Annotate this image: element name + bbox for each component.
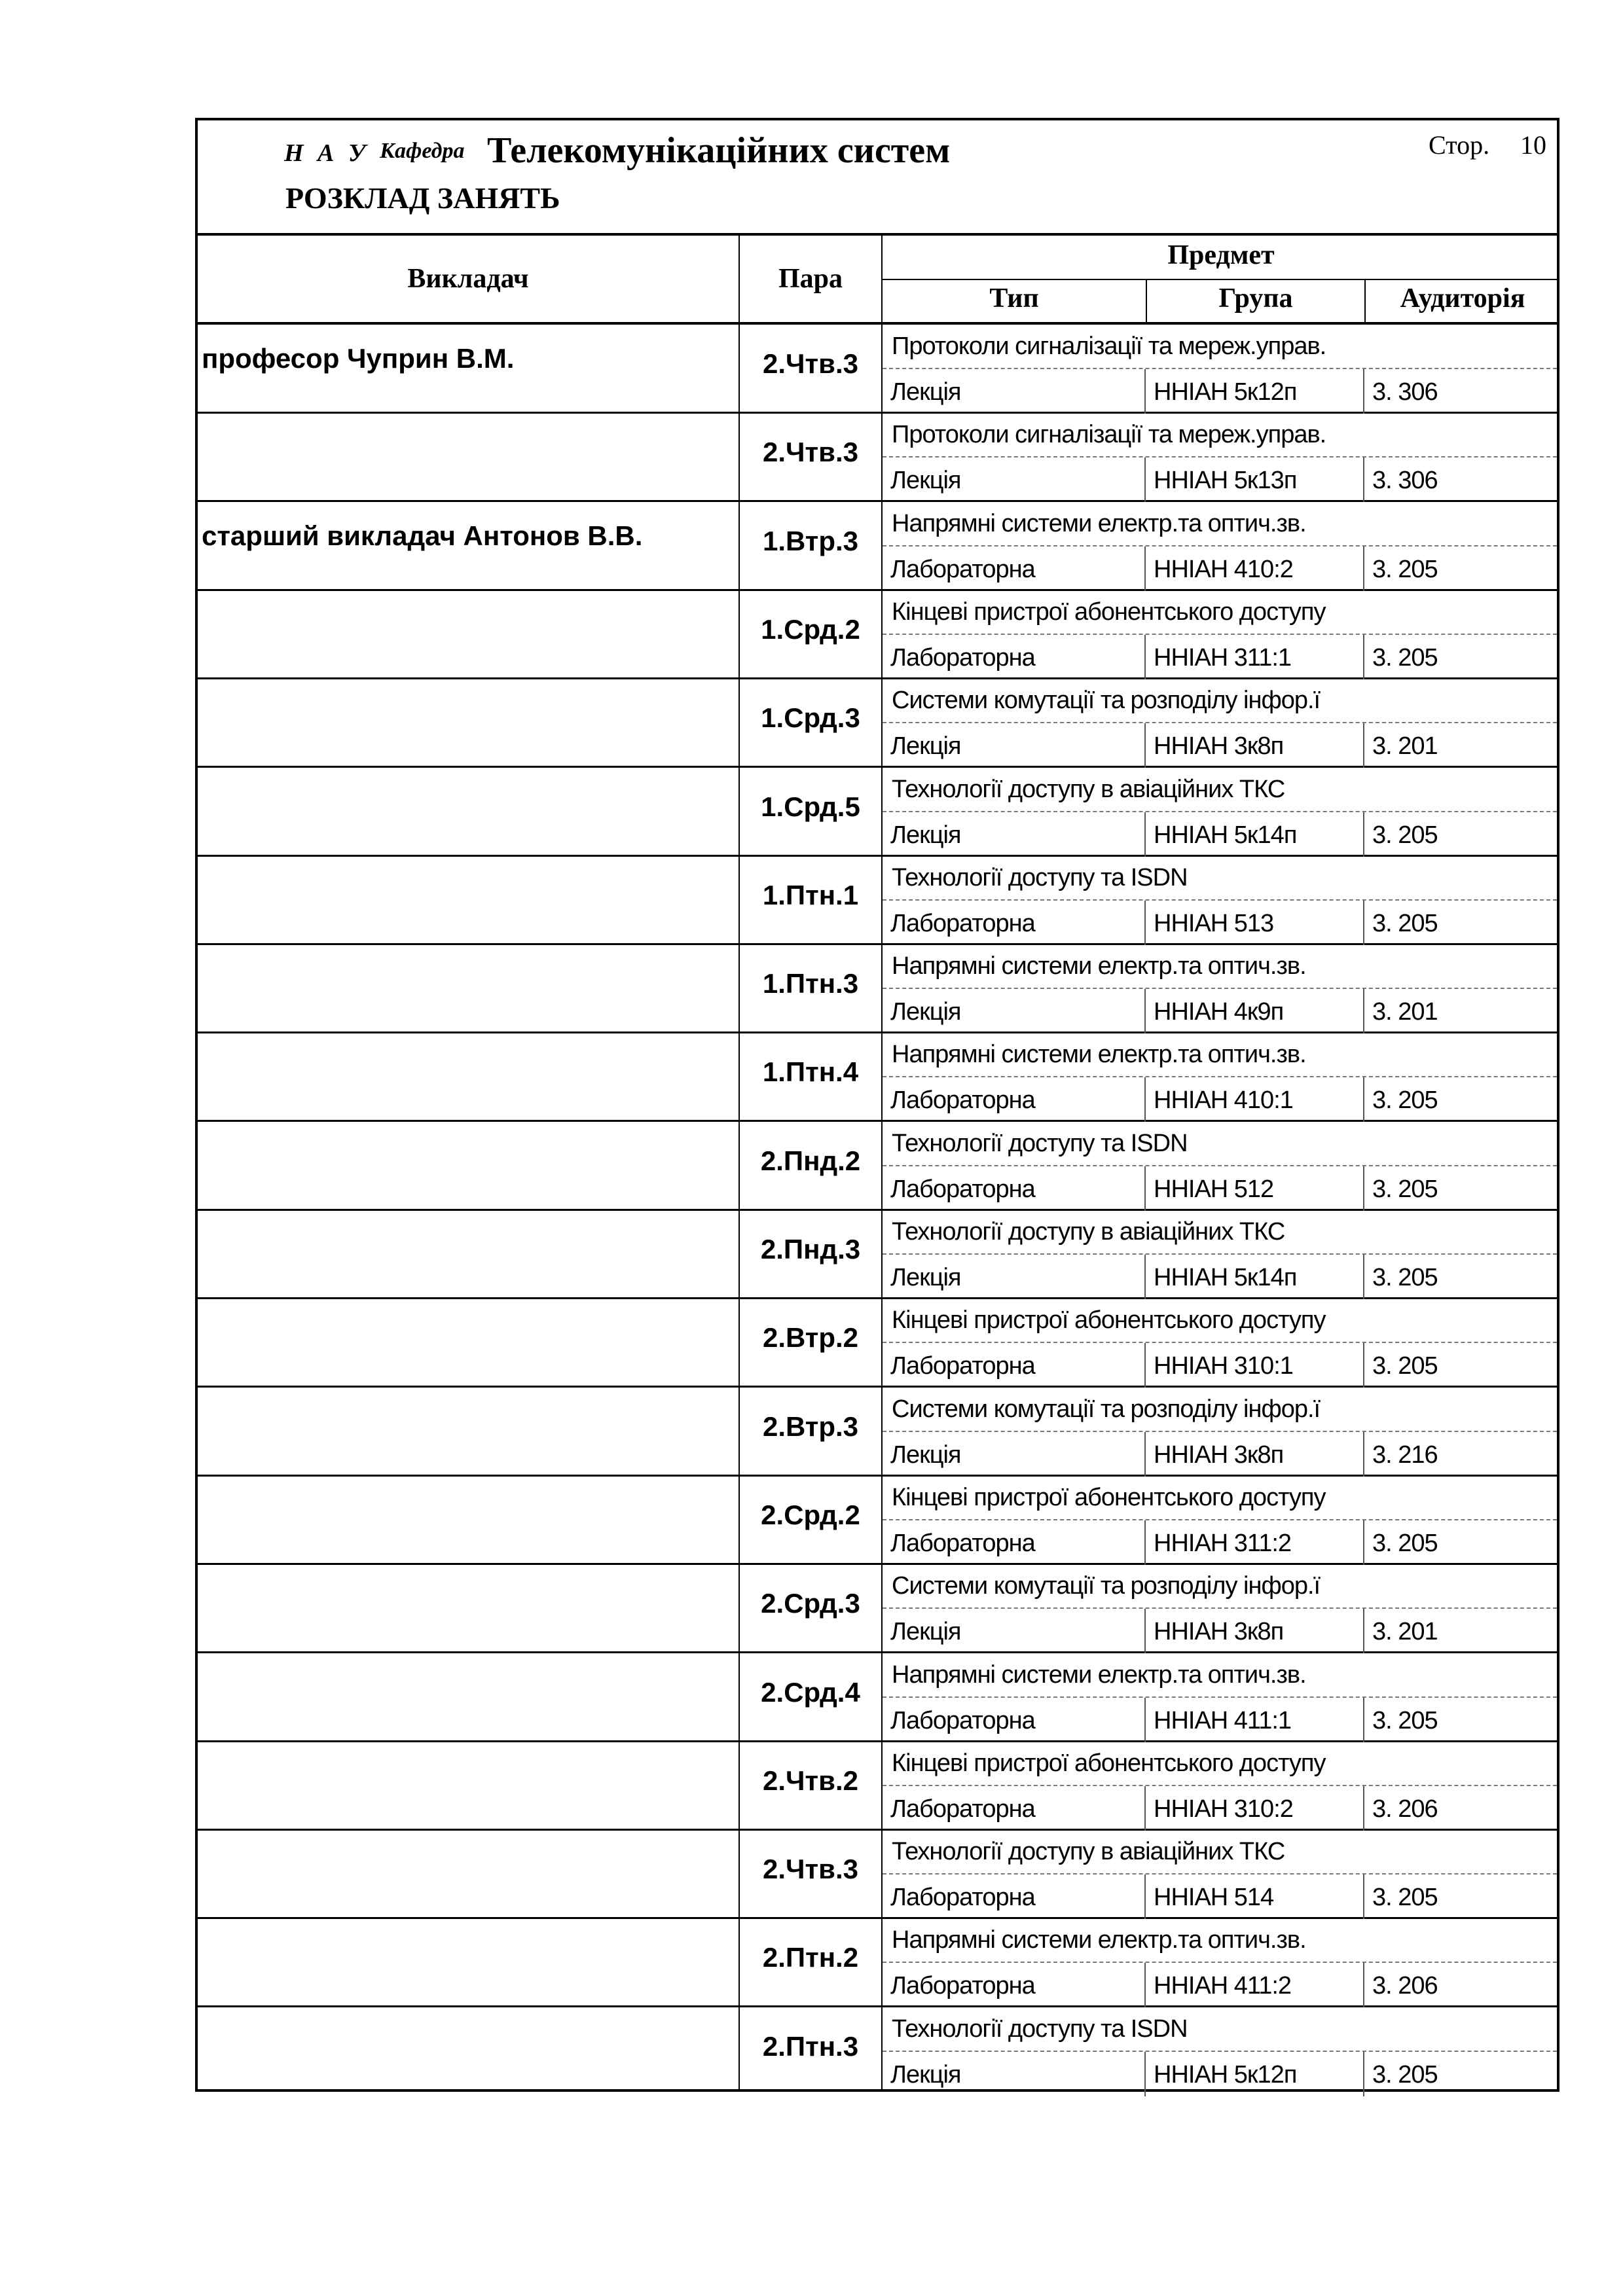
subject-cell bbox=[883, 1918, 1557, 1963]
detail-cells bbox=[883, 723, 1557, 768]
room-number: 3. 205 bbox=[1372, 1352, 1438, 1380]
room-cell bbox=[1364, 2052, 1561, 2096]
room-number: 3. 201 bbox=[1372, 732, 1438, 761]
detail-cells bbox=[883, 1255, 1557, 1299]
document-header bbox=[198, 120, 1557, 236]
type-cell bbox=[883, 1520, 1146, 1565]
class-type: Лабораторна bbox=[890, 1884, 1035, 1912]
room-number: 3. 205 bbox=[1372, 821, 1438, 849]
class-type: Лекція bbox=[890, 998, 961, 1026]
subject-cell bbox=[883, 413, 1557, 457]
room-cell bbox=[1364, 1432, 1561, 1477]
group-cell bbox=[1146, 901, 1364, 945]
subject-cell bbox=[883, 1830, 1557, 1874]
table-row bbox=[198, 413, 1557, 502]
type-cell bbox=[883, 369, 1146, 414]
room-cell bbox=[1364, 635, 1561, 679]
class-period: 1.Втр.3 bbox=[762, 525, 859, 556]
subject-cell bbox=[883, 679, 1557, 723]
room-cell bbox=[1364, 901, 1561, 945]
class-period: 2.Птн.3 bbox=[762, 2030, 859, 2062]
page-number: 10 bbox=[1520, 130, 1546, 160]
room-cell bbox=[1364, 1963, 1561, 2007]
class-type: Лабораторна bbox=[890, 643, 1035, 672]
room-cell bbox=[1364, 457, 1561, 502]
group-name: ННІАН 411:2 bbox=[1154, 1972, 1292, 2000]
detail-cells bbox=[883, 989, 1557, 1033]
class-period: 1.Срд.5 bbox=[761, 791, 860, 822]
room-cell bbox=[1364, 547, 1561, 591]
room-number: 3. 205 bbox=[1372, 643, 1438, 672]
subject-cell bbox=[883, 1476, 1557, 1520]
room-number: 3. 205 bbox=[1372, 1884, 1438, 1912]
type-cell bbox=[883, 547, 1146, 591]
room-number: 3. 205 bbox=[1372, 909, 1438, 937]
group-cell bbox=[1146, 1166, 1364, 1211]
room-number: 3. 201 bbox=[1372, 998, 1438, 1026]
room-number: 3. 206 bbox=[1372, 1795, 1438, 1823]
room-number: 3. 306 bbox=[1372, 378, 1438, 406]
group-name: ННІАН 311:2 bbox=[1154, 1529, 1292, 1557]
table-row bbox=[198, 1122, 1557, 1211]
group-cell bbox=[1146, 1255, 1364, 1299]
type-cell bbox=[883, 1963, 1146, 2007]
column-header-room: Аудиторія bbox=[1400, 283, 1525, 314]
subject-cell bbox=[883, 1564, 1557, 1609]
class-type: Лекція bbox=[890, 1264, 961, 1291]
group-name: ННІАН 411:1 bbox=[1154, 1706, 1292, 1734]
table-row bbox=[198, 2007, 1557, 2096]
group-name: ННІАН 310:2 bbox=[1154, 1795, 1293, 1823]
page-label: Стор. bbox=[1429, 130, 1490, 160]
type-cell bbox=[883, 1874, 1146, 1919]
class-type: Лабораторна bbox=[890, 909, 1035, 937]
detail-cells bbox=[883, 547, 1557, 591]
type-cell bbox=[883, 1255, 1146, 1299]
detail-cells bbox=[883, 635, 1557, 679]
header-divider bbox=[1364, 279, 1366, 322]
room-cell bbox=[1364, 369, 1561, 414]
class-period: 2.Срд.2 bbox=[761, 1499, 860, 1530]
type-cell bbox=[883, 1166, 1146, 1211]
detail-cells bbox=[883, 369, 1557, 414]
group-cell bbox=[1146, 1874, 1364, 1919]
type-cell bbox=[883, 635, 1146, 679]
class-period: 2.Чтв.3 bbox=[763, 348, 858, 379]
class-type: Лабораторна bbox=[890, 1795, 1035, 1823]
room-number: 3. 205 bbox=[1372, 1706, 1438, 1734]
group-name: ННІАН 514 bbox=[1154, 1884, 1274, 1912]
class-type: Лабораторна bbox=[890, 1175, 1035, 1203]
subject-name: Технології доступу в авіаційних ТКС bbox=[892, 1218, 1285, 1246]
class-period: 2.Пнд.2 bbox=[760, 1145, 861, 1176]
room-number: 3. 205 bbox=[1372, 1264, 1438, 1291]
room-cell bbox=[1364, 1343, 1561, 1388]
detail-cells bbox=[883, 1963, 1557, 2007]
group-name: ННІАН 513 bbox=[1154, 909, 1274, 937]
room-cell bbox=[1364, 989, 1561, 1033]
class-period: 2.Птн.2 bbox=[762, 1942, 859, 1973]
schedule-table bbox=[195, 118, 1559, 2092]
teacher-name: професор Чуприн В.М. bbox=[202, 343, 515, 374]
column-header-type: Тип bbox=[989, 283, 1039, 314]
detail-cells bbox=[883, 901, 1557, 945]
group-cell bbox=[1146, 1609, 1364, 1653]
table-row bbox=[198, 1564, 1557, 1653]
subject-name: Напрямні системи електр.та оптич.зв. bbox=[892, 952, 1306, 980]
room-number: 3. 306 bbox=[1372, 467, 1438, 495]
group-name: ННІАН 3к8п bbox=[1154, 1441, 1284, 1469]
table-row bbox=[198, 1210, 1557, 1299]
subject-cell bbox=[883, 944, 1557, 989]
subject-name: Системи комутації та розподілу інфор.ї bbox=[892, 1572, 1321, 1600]
detail-cells bbox=[883, 1432, 1557, 1477]
subject-name: Напрямні системи електр.та оптич.зв. bbox=[892, 1660, 1306, 1689]
room-number: 3. 205 bbox=[1372, 2060, 1438, 2089]
room-number: 3. 205 bbox=[1372, 1086, 1438, 1115]
table-row bbox=[198, 1476, 1557, 1565]
group-cell bbox=[1146, 989, 1364, 1033]
type-cell bbox=[883, 723, 1146, 768]
subject-divider bbox=[883, 279, 1557, 280]
class-period: 2.Пнд.3 bbox=[760, 1234, 861, 1265]
subject-cell bbox=[883, 1388, 1557, 1432]
subject-cell bbox=[883, 1299, 1557, 1343]
group-cell bbox=[1146, 1432, 1364, 1477]
detail-cells bbox=[883, 1077, 1557, 1122]
group-name: ННІАН 311:1 bbox=[1154, 643, 1292, 672]
detail-cells bbox=[883, 1874, 1557, 1919]
room-cell bbox=[1364, 1786, 1561, 1831]
class-type: Лекція bbox=[890, 467, 961, 495]
table-row bbox=[198, 768, 1557, 857]
group-cell bbox=[1146, 1786, 1364, 1831]
group-cell bbox=[1146, 812, 1364, 857]
room-cell bbox=[1364, 1609, 1561, 1653]
class-type: Лекція bbox=[890, 732, 961, 761]
type-cell bbox=[883, 2052, 1146, 2096]
class-type: Лекція bbox=[890, 1441, 961, 1469]
column-header-group: Група bbox=[1218, 283, 1293, 314]
class-period: 2.Втр.2 bbox=[762, 1322, 859, 1354]
subject-name: Кінцеві пристрої абонентського доступу bbox=[892, 598, 1326, 626]
detail-cells bbox=[883, 1343, 1557, 1388]
table-row bbox=[198, 679, 1557, 768]
group-name: ННІАН 3к8п bbox=[1154, 732, 1284, 761]
subject-cell bbox=[883, 325, 1557, 369]
department-name: Телекомунікаційних систем bbox=[487, 130, 951, 171]
class-period: 1.Птн.1 bbox=[762, 879, 859, 910]
subject-name: Системи комутації та розподілу інфор.ї bbox=[892, 687, 1321, 715]
subject-name: Технології доступу в авіаційних ТКС bbox=[892, 1838, 1285, 1866]
type-cell bbox=[883, 901, 1146, 945]
room-number: 3. 216 bbox=[1372, 1441, 1438, 1469]
group-name: ННІАН 5к14п bbox=[1154, 1264, 1297, 1291]
class-period: 1.Срд.2 bbox=[761, 613, 860, 645]
room-number: 3. 205 bbox=[1372, 1175, 1438, 1203]
class-type: Лабораторна bbox=[890, 1529, 1035, 1557]
type-cell bbox=[883, 1609, 1146, 1653]
group-cell bbox=[1146, 1077, 1364, 1122]
group-cell bbox=[1146, 1963, 1364, 2007]
column-header-para: Пара bbox=[778, 264, 843, 294]
class-period: 2.Чтв.2 bbox=[763, 1765, 858, 1796]
room-cell bbox=[1364, 812, 1561, 857]
table-row bbox=[198, 1299, 1557, 1388]
class-period: 1.Срд.3 bbox=[761, 702, 860, 734]
class-period: 1.Птн.3 bbox=[762, 968, 859, 999]
group-name: ННІАН 5к13п bbox=[1154, 467, 1297, 495]
subject-cell bbox=[883, 1210, 1557, 1255]
detail-cells bbox=[883, 1520, 1557, 1565]
group-name: ННІАН 410:2 bbox=[1154, 555, 1293, 583]
column-header-subject: Предмет bbox=[1167, 240, 1275, 270]
group-cell bbox=[1146, 1343, 1364, 1388]
subject-name: Кінцеві пристрої абонентського доступу bbox=[892, 1306, 1326, 1335]
group-name: ННІАН 5к14п bbox=[1154, 821, 1297, 849]
class-type: Лабораторна bbox=[890, 1972, 1035, 2000]
table-row bbox=[198, 944, 1557, 1033]
group-cell bbox=[1146, 369, 1364, 414]
table-row bbox=[198, 1653, 1557, 1742]
room-cell bbox=[1364, 1520, 1561, 1565]
type-cell bbox=[883, 457, 1146, 502]
class-period: 2.Чтв.3 bbox=[763, 437, 858, 468]
detail-cells bbox=[883, 1609, 1557, 1653]
group-cell bbox=[1146, 457, 1364, 502]
university-abbr: Н А У bbox=[284, 139, 370, 167]
group-cell bbox=[1146, 723, 1364, 768]
type-cell bbox=[883, 1432, 1146, 1477]
subject-cell bbox=[883, 1653, 1557, 1698]
type-cell bbox=[883, 1698, 1146, 1742]
class-type: Лабораторна bbox=[890, 1086, 1035, 1115]
subject-cell bbox=[883, 502, 1557, 547]
group-name: ННІАН 410:1 bbox=[1154, 1086, 1293, 1115]
subject-cell bbox=[883, 1742, 1557, 1786]
document-title: РОЗКЛАД ЗАНЯТЬ bbox=[285, 181, 560, 215]
room-cell bbox=[1364, 1698, 1561, 1742]
type-cell bbox=[883, 989, 1146, 1033]
type-cell bbox=[883, 1077, 1146, 1122]
table-row bbox=[198, 1830, 1557, 1919]
group-cell bbox=[1146, 1520, 1364, 1565]
group-name: ННІАН 512 bbox=[1154, 1175, 1274, 1203]
subject-cell bbox=[883, 590, 1557, 635]
room-cell bbox=[1364, 723, 1561, 768]
room-cell bbox=[1364, 1255, 1561, 1299]
class-period: 2.Срд.3 bbox=[761, 1588, 860, 1619]
subject-cell bbox=[883, 768, 1557, 812]
table-row bbox=[198, 1388, 1557, 1477]
table-row bbox=[198, 1033, 1557, 1122]
group-cell bbox=[1146, 2052, 1364, 2096]
table-row bbox=[198, 325, 1557, 414]
group-cell bbox=[1146, 635, 1364, 679]
group-name: ННІАН 310:1 bbox=[1154, 1352, 1293, 1380]
type-cell bbox=[883, 812, 1146, 857]
subject-cell bbox=[883, 1122, 1557, 1166]
subject-name: Технології доступу в авіаційних ТКС bbox=[892, 775, 1285, 803]
table-row bbox=[198, 590, 1557, 679]
table-row bbox=[198, 502, 1557, 591]
subject-name: Напрямні системи електр.та оптич.зв. bbox=[892, 1041, 1306, 1069]
column-headers bbox=[198, 236, 1557, 325]
class-type: Лекція bbox=[890, 378, 961, 406]
detail-cells bbox=[883, 2052, 1557, 2096]
table-row bbox=[198, 856, 1557, 945]
column-header-teacher: Викладач bbox=[407, 264, 529, 294]
room-number: 3. 201 bbox=[1372, 1618, 1438, 1646]
class-type: Лабораторна bbox=[890, 1706, 1035, 1734]
class-type: Лекція bbox=[890, 1618, 961, 1646]
subject-cell bbox=[883, 856, 1557, 901]
detail-cells bbox=[883, 1166, 1557, 1211]
table-row bbox=[198, 1742, 1557, 1831]
class-period: 1.Птн.4 bbox=[762, 1056, 859, 1088]
subject-name: Напрямні системи електр.та оптич.зв. bbox=[892, 509, 1306, 537]
detail-cells bbox=[883, 457, 1557, 502]
subject-name: Кінцеві пристрої абонентського доступу bbox=[892, 1749, 1326, 1777]
group-name: ННІАН 3к8п bbox=[1154, 1618, 1284, 1646]
subject-name: Напрямні системи електр.та оптич.зв. bbox=[892, 1926, 1306, 1954]
room-number: 3. 205 bbox=[1372, 555, 1438, 583]
subject-name: Технології доступу та ISDN bbox=[892, 863, 1188, 891]
teacher-name: старший викладач Антонов В.В. bbox=[202, 520, 643, 551]
detail-cells bbox=[883, 1786, 1557, 1831]
department-label: Кафедра bbox=[380, 139, 465, 163]
group-name: ННІАН 4к9п bbox=[1154, 998, 1284, 1026]
class-type: Лабораторна bbox=[890, 1352, 1035, 1380]
class-type: Лекція bbox=[890, 821, 961, 849]
room-number: 3. 205 bbox=[1372, 1529, 1438, 1557]
group-name: ННІАН 5к12п bbox=[1154, 2060, 1297, 2089]
room-cell bbox=[1364, 1874, 1561, 1919]
class-type: Лабораторна bbox=[890, 555, 1035, 583]
subject-name: Технології доступу та ISDN bbox=[892, 1129, 1188, 1157]
subject-name: Протоколи сигналізації та мереж.управ. bbox=[892, 332, 1326, 360]
table-row bbox=[198, 1918, 1557, 2007]
class-type: Лекція bbox=[890, 2060, 961, 2089]
group-name: ННІАН 5к12п bbox=[1154, 378, 1297, 406]
group-cell bbox=[1146, 1698, 1364, 1742]
subject-cell bbox=[883, 1033, 1557, 1077]
subject-cell bbox=[883, 2007, 1557, 2052]
class-period: 2.Втр.3 bbox=[762, 1410, 859, 1442]
detail-cells bbox=[883, 1698, 1557, 1742]
room-cell bbox=[1364, 1166, 1561, 1211]
subject-name: Технології доступу та ISDN bbox=[892, 2015, 1188, 2043]
header-divider bbox=[1146, 279, 1147, 322]
room-number: 3. 206 bbox=[1372, 1972, 1438, 2000]
subject-name: Протоколи сигналізації та мереж.управ. bbox=[892, 421, 1326, 449]
class-period: 2.Срд.4 bbox=[761, 1676, 860, 1708]
type-cell bbox=[883, 1343, 1146, 1388]
group-cell bbox=[1146, 547, 1364, 591]
detail-cells bbox=[883, 812, 1557, 857]
subject-name: Кінцеві пристрої абонентського доступу bbox=[892, 1483, 1326, 1511]
type-cell bbox=[883, 1786, 1146, 1831]
subject-name: Системи комутації та розподілу інфор.ї bbox=[892, 1395, 1321, 1423]
class-period: 2.Чтв.3 bbox=[763, 1854, 858, 1885]
room-cell bbox=[1364, 1077, 1561, 1122]
